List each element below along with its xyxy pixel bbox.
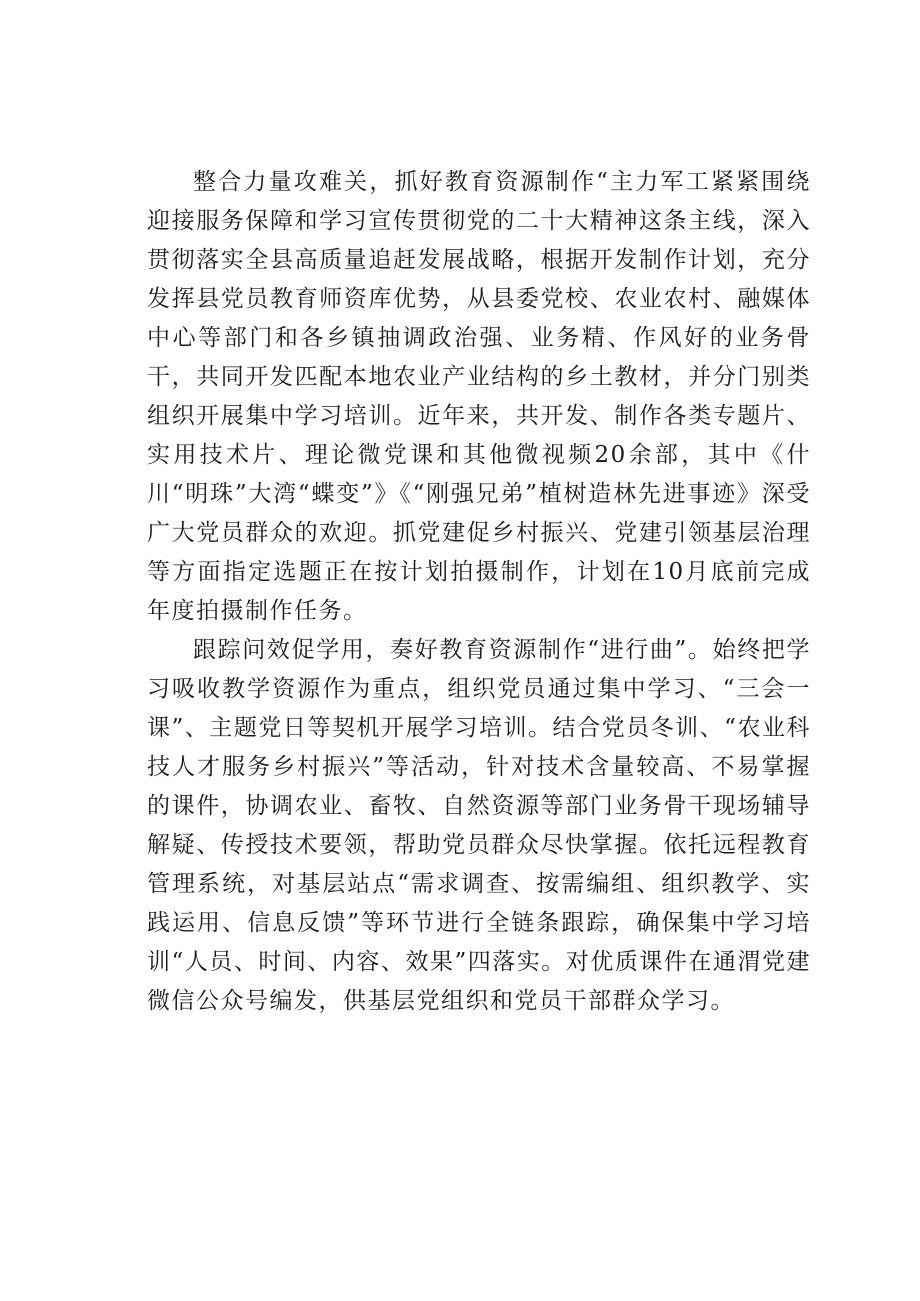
document-body <box>147 163 811 1021</box>
paragraph-1: 整合力量攻难关，抓好教育资源制作“主力军工紧紧围绕迎接服务保障和学习宣传贯彻党的二十大精神这条主线，深入贯彻落实全县高质量追赶发展战略，根据开发制作计划，充分发挥县党员教育师资库优势，从县委党校、农业农村、融媒体中心等部门和各乡镇抽调政治强、业务精、作风好的业务骨干，共同开发匹配本地农业产业结构的乡土教材，并分门别类组织开展集中学习培训。近年来，共开发、制作各类专题片、实用技术片、理论微党课和其他微视频20余部，其中《什川“明珠”大湾“蝶变”》《“刚强兄弟”植树造林先进事迹》深受广大党员群众的欢迎。抓党建促乡村振兴、党建引领基层治理等方面指定选题正在按计划拍摄制作，计划在10月底前完成年度拍摄制作任务。 <box>147 169 811 624</box>
paragraph-2: 跟踪问效促学用，奏好教育资源制作“进行曲”。始终把学习吸收教学资源作为重点，组织党员通过集中学习、“三会一课”、主题党日等契机开展学习培训。结合党员冬训、“农业科技人才服务乡村振兴”等活动，针对技术含量较高、不易掌握的课件，协调农业、畜牧、自然资源等部门业务骨干现场辅导解疑、传授技术要领，帮助党员群众尽快掌握。依托远程教育管理系统，对基层站点“需求调查、按需编组、组织教学、实践运用、信息反馈”等环节进行全链条跟踪，确保集中学习培训“人员、时间、内容、效果”四落实。对优质课件在通渭党建微信公众号编发，供基层党组织和党员干部群众学习。 <box>147 637 811 1014</box>
